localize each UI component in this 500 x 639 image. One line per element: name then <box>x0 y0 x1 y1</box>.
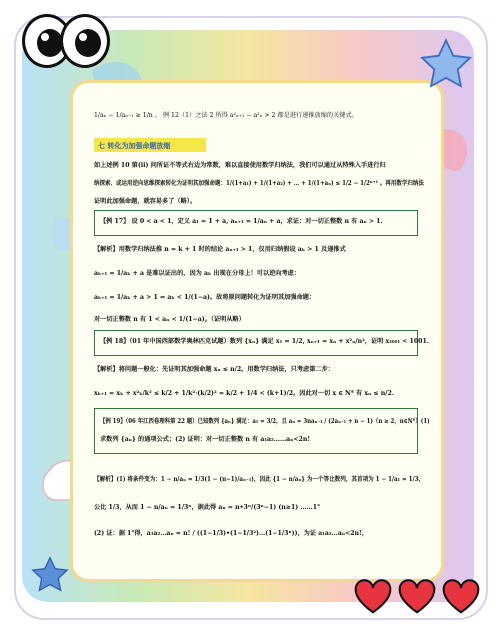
solution-line: xₖ₊₁ = xₖ + x²ₖ/k² ≤ k/2 + 1/k²·(k/2)² = k/2 + 1/4 < (k+1)/2。因此对一切 x ∈ N* 有 xₙ ≤ n/2. <box>94 390 394 397</box>
heart-icon <box>440 576 482 614</box>
star-icon <box>30 556 70 596</box>
solution-line: aₖ₊₁ = 1/aₖ + a 是难以证出的，因为 aₖ 出现在分母上！可以逆向考虑： <box>94 270 301 277</box>
section-heading: 七 转化为加强命题放缩 <box>94 138 206 152</box>
solution-line: 公比 1/3，从而 1 − n/aₙ = 1/3ⁿ，据此得 aₙ = n•3ⁿ/(3ⁿ−1) (n≥1) ……1° <box>94 504 321 511</box>
heart-icon <box>396 576 438 614</box>
example-19-box <box>94 408 418 454</box>
solution-line: 【解析】用数学归纳法推 n = k + 1 时的结论 aₙ₊₁ > 1，仅用归纳假设 aₖ > 1 及递推式 <box>94 246 346 253</box>
example-17-text: 【例 17】 设 0 < a < 1，定义 a₁ = 1 + a, aₙ₊₁ = 1/aₙ + a，求证：对一切正整数 n 有 aₙ > 1. <box>100 218 383 225</box>
paragraph-line: 证明此加强命题，就容易多了（略）。 <box>94 198 197 205</box>
solution-line: 【解析】(1) 将条件变为：1 − n/aₙ = 1/3(1 − (n−1)/aₙ₋₁)，因此 {1 − n/aₙ} 为一个等比数列，其首项为 1 − 1/a₁ = 1/3， <box>94 476 425 483</box>
solution-line: 对一切正整数 n 有 1 < aₙ < 1/(1−a)。（证明从略） <box>94 316 245 323</box>
example-19-text: 【例 19】（06 年江西卷理科第 22 题）已知数列 {aₙ} 满足：a₁ = 3/2，且 aₙ = 3naₙ₋₁ / (2aₙ₋₁ + n − 1)（n ≥ 2，n∈N*）(1) <box>100 418 430 425</box>
paragraph-line: 如上述例 10 第(ii) 问所证不等式右边为常数，难以直接使用数学归纳法，我们可以通过从特殊入手进行归 <box>94 162 386 169</box>
example-19-text: 求数列 {aₙ} 的通项公式；(2) 证明：对一切正整数 n 有 a₁a₂……aₙ<2n! <box>100 436 311 443</box>
heart-icon <box>352 576 394 614</box>
example-18-text: 【例 18】（01 年中国西部数学奥林匹克试题）数列 {xₙ} 满足 x₁ = 1/2, xₙ₊₁ = xₙ + x²ₙ/n²，证明 x₂₀₀₁ < 1001. <box>100 338 429 345</box>
intro-line: 1/aₙ − 1/aₙ₋₁ ≥ 1/n 。 例 12（1）之法 2 所得 a²ₙ₊₁ − a²ₙ > 2 都是进行递推放缩的关键式。 <box>94 112 358 119</box>
right-eye-decor <box>60 14 110 68</box>
paragraph-line: 纳探索、或运用逆向思维探索转化为证明其加强命题：1/(1+a₁) + 1/(1+a₂) + … + 1/(1+aₙ) ≤ 1/2 − 1/2ⁿ⁺¹ 。再用数学归纳法 <box>94 180 424 187</box>
solution-line: aₖ₊₁ = 1/aₖ + a > 1 ⇔ aₖ < 1/(1−a)。故将原问题转化为证明其加强命题： <box>94 294 316 301</box>
solution-line: (2) 证：据 1°得，a₁a₂…aₙ = n! / ((1−1/3)•(1−1/3²)…(1−1/3ⁿ))，为证 a₁a₂…aₙ<2n!， <box>94 530 368 537</box>
solution-line: 【解析】将问题一般化：先证明其加强命题 xₙ ≤ n/2。用数学归纳法，只考虑第二步： <box>94 366 334 373</box>
star-icon <box>418 38 474 94</box>
